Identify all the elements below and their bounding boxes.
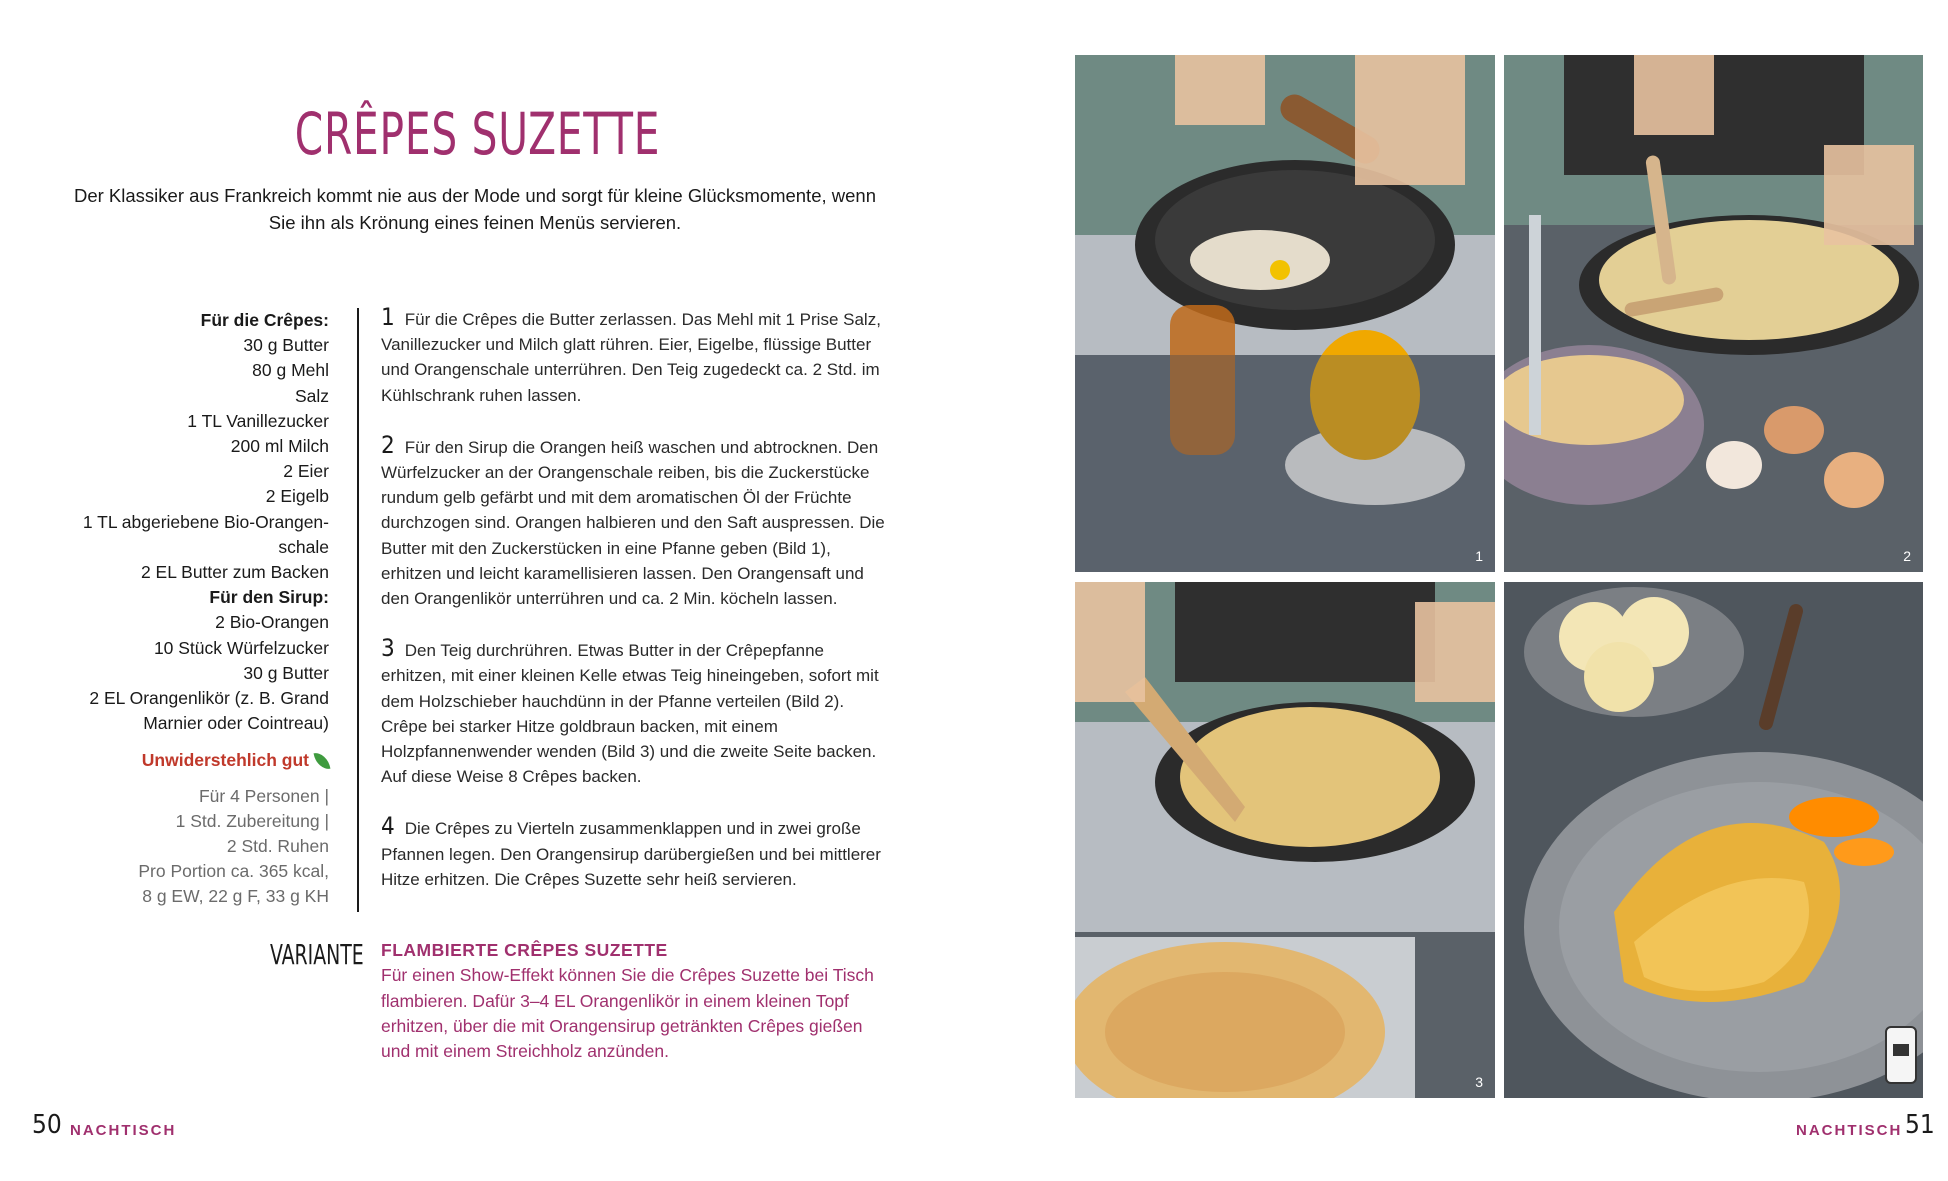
step-3	[381, 636, 887, 789]
step-4	[381, 814, 887, 892]
photo-final-dish	[1504, 582, 1923, 1098]
variant-title: FLAMBIERTE CRÊPES SUZETTE	[381, 940, 668, 960]
step-number: 1	[381, 303, 395, 331]
meta-line: 2 Std. Ruhen	[226, 836, 329, 857]
recipe-title: CRÊPES SUZETTE	[294, 100, 661, 168]
ingredient-item: Salz	[294, 385, 329, 406]
photo-step-2	[1504, 55, 1923, 572]
step-number: 3	[381, 634, 395, 663]
ingredient-item: 2 EL Orangenlikör (z. B. Grand	[89, 688, 329, 709]
leaf-icon	[314, 751, 331, 771]
ingredient-item: 1 TL Vanillezucker	[187, 410, 329, 431]
photo-number: 3	[1475, 1074, 1483, 1090]
ingredient-item: 2 Bio-Orangen	[215, 612, 329, 633]
photo-crepe-flipping-icon	[1075, 582, 1495, 1098]
step-text: Für den Sirup die Orangen heiß waschen und abtrocknen. Den Würfelzucker an der Orangenschale reiben, bis die Zuckerstücke rundum gelb gefärbt und mit dem aromatischen Öl der Früchte durchzogen sind. Orangen halbieren und den Saft auspressen. Die Butter mit den Zuckerstücken in eine Pfanne geben (Bild 1), erhitzen und leicht karamellisieren lassen. Den Orangensaft und den Orangenlikör unterrühren und ca. 2 Min. köcheln lassen.	[381, 437, 885, 609]
ingredient-heading-sirup: Für den Sirup:	[209, 587, 329, 608]
tag-irresistible	[60, 748, 329, 773]
tag-label: Unwiderstehlich gut	[141, 750, 309, 771]
photo-step-1	[1075, 55, 1495, 572]
meta-line: 1 Std. Zubereitung |	[175, 810, 329, 831]
section-label-right: NACHTISCH	[1796, 1122, 1903, 1139]
variant-label: VARIANTE	[270, 938, 364, 971]
ingredient-item: Marnier oder Cointreau)	[143, 713, 329, 734]
step-text: Den Teig durchrühren. Etwas Butter in der Crêpepfanne erhitzen, mit einer kleinen Kelle etwas Teig hineingeben, sofort mit dem Holzschieber hauchdünn in der Pfanne verteilen (Bild 2). Crêpe bei starker Hitze goldbraun backen, mit einem Holzpfannenwender wenden (Bild 3) und die zweite Seite backen. Auf diese Weise 8 Crêpes backen.	[381, 641, 879, 787]
ingredient-item: 30 g Butter	[243, 662, 329, 683]
ingredient-item: 10 Stück Würfelzucker	[153, 637, 329, 658]
step-number: 2	[381, 430, 395, 459]
photo-crepes-suzette-served-icon	[1504, 582, 1923, 1098]
ingredient-heading-crepes: Für die Crêpes:	[200, 310, 329, 330]
ingredient-item: 80 g Mehl	[252, 360, 329, 381]
column-divider	[357, 308, 359, 912]
photo-batter-spreading-icon	[1504, 55, 1923, 572]
photo-number: 2	[1903, 548, 1911, 564]
step-text: Für die Crêpes die Butter zerlassen. Das Mehl mit 1 Prise Salz, Vanillezucker und Milch glatt rühren. Eier, Eigelbe, flüssige Butter und Orangenschale unterrühren. Den Teig zugedeckt ca. 2 Std. im Kühlschrank ruhen lassen.	[381, 310, 881, 405]
ingredient-item: 1 TL abgeriebene Bio-Orangen-	[82, 511, 329, 532]
step-1	[381, 305, 887, 408]
ingredient-item: 2 EL Butter zum Backen	[140, 562, 329, 583]
variant-box	[381, 938, 881, 1064]
step-2	[381, 430, 887, 611]
photo-butter-sugar-pan-icon	[1075, 55, 1495, 572]
step-text: Die Crêpes zu Vierteln zusammenklappen und in zwei große Pfannen legen. Den Orangensirup darübergießen und bei mittlerer Hitze erhitzen. Die Crêpes Suzette sehr heiß servieren.	[381, 819, 881, 889]
variant-text: Für einen Show-Effekt können Sie die Crêpes Suzette bei Tisch flambieren. Dafür 3–4 EL Orangenlikör in einem kleinen Topf erhitzen, über die mit Orangensirup getränkten Crêpes gießen und mit einem Streichholz anzünden.	[381, 965, 874, 1062]
recipe-intro: Der Klassiker aus Frankreich kommt nie aus der Mode und sorgt für kleine Glücksmomente, wenn Sie ihn als Krönung eines feinen Menüs servieren.	[73, 185, 876, 233]
ingredient-item: 200 ml Milch	[230, 436, 329, 457]
page-number-left: 50	[32, 1110, 62, 1140]
page-number-right: 51	[1905, 1110, 1935, 1140]
recipe-meta	[60, 784, 329, 910]
photo-number: 1	[1475, 548, 1483, 564]
meta-line: Pro Portion ca. 365 kcal,	[138, 861, 329, 882]
photo-step-3	[1075, 582, 1495, 1098]
ingredient-item: 2 Eigelb	[265, 486, 329, 507]
ingredient-item: schale	[278, 536, 329, 557]
meta-line: 8 g EW, 22 g F, 33 g KH	[142, 886, 329, 907]
meta-line: Für 4 Personen |	[198, 785, 329, 806]
section-label-left: NACHTISCH	[70, 1122, 177, 1139]
ingredient-item: 2 Eier	[283, 461, 329, 482]
ingredient-list	[60, 308, 329, 910]
step-number: 4	[381, 812, 395, 841]
ingredient-item: 30 g Butter	[243, 335, 329, 356]
instruction-steps	[381, 305, 887, 917]
